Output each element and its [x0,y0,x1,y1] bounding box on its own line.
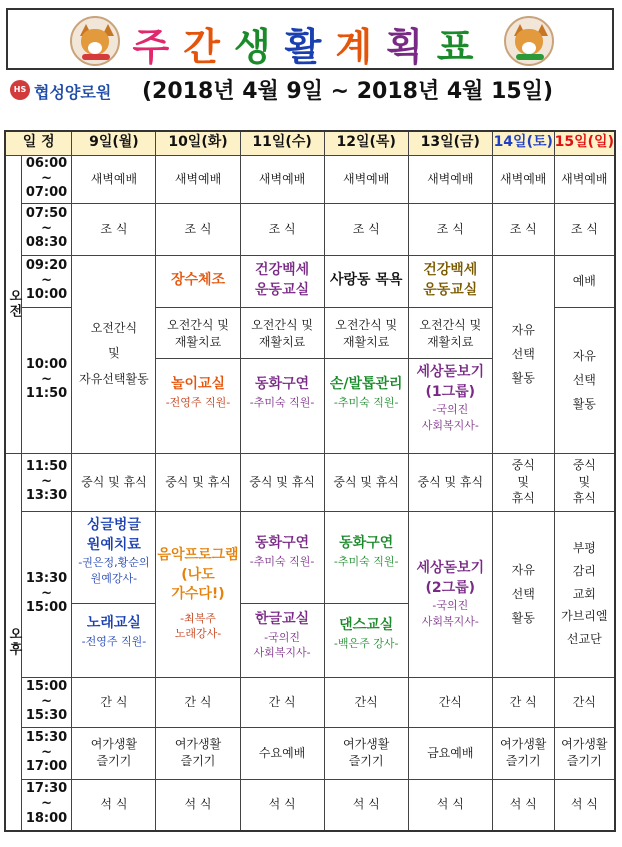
activity-cell: 금요예배 [408,727,492,779]
activity-cell: 조 식 [324,203,408,255]
activity-block [241,604,324,676]
pm-label: 오후 [5,453,21,831]
activity-cell: 석 식 [408,779,492,831]
activity-cell: 오전간식 및 재활치료 [409,313,492,359]
program-name: 노래교실 [86,615,141,631]
split-cell [240,511,324,677]
day-header: 12일(목) [324,131,408,155]
activity-block [408,511,492,677]
title-box [6,8,614,70]
instructor: -국의진 사회복지사- [421,403,479,432]
activity-cell: 자유 선택 활동 [492,511,554,677]
instructor: -백은주 강사- [333,636,399,650]
instructor: -추미숙 직원- [333,554,399,568]
instructor: -추미숙 직원- [249,554,315,568]
org-logo-icon: HS [10,80,30,100]
activity-cell: 간 식 [240,677,324,727]
activity-cell: 중식 및 휴식 [408,453,492,511]
activity-cell: 수요예배 [240,727,324,779]
instructor: -추미숙 직원- [249,395,315,409]
activity-cell: 새벽예배 [492,155,554,203]
activity-cell: 오전간식 및 재활치료 [241,313,324,359]
activity-cell: 여가생활 즐기기 [156,727,240,779]
activity-cell: 새벽예배 [554,155,615,203]
instructor: -최복주 노래강사- [174,612,222,641]
day-header-saturday: 14일(토) [492,131,554,155]
title-char: 표 [436,25,488,69]
activity-cell: 석 식 [554,779,615,831]
time-slot: 13:30 ~ 15:00 [21,511,72,677]
title-char: 생 [233,25,285,69]
title-char: 주 [132,25,184,69]
program-name: 댄스교실 [339,617,394,633]
time-slot: 17:30 ~ 18:00 [21,779,72,831]
time-slot: 15:00 ~ 15:30 [21,677,72,727]
activity-block [325,512,408,604]
activity-cell: 간 식 [156,677,240,727]
activity-cell: 중식 및 휴식 [72,453,156,511]
time-slot: 07:50 ~ 08:30 [21,203,72,255]
activity-cell: 부평 감리 교회 가브리엘 선교단 [554,511,615,677]
activity-cell: 중식 및 휴식 [324,453,408,511]
time-slot: 10:00 ~ 11:50 [21,307,72,453]
time-slot: 11:50 ~ 13:30 [21,453,72,511]
activity-cell: 조 식 [72,203,156,255]
activity-cell: 간 식 [72,677,156,727]
title-char: 계 [335,25,387,69]
activity-cell: 여가생활 즐기기 [492,727,554,779]
activity-cell: 중식 및 휴식 [554,453,615,511]
activity-cell: 조 식 [554,203,615,255]
program-name: 음악프로그램 (나도 가수다!) [157,547,239,603]
activity-cell: 장수체조 [156,255,240,307]
instructor: -국의진 사회복지사- [421,599,479,628]
program-name: 동화구연 [339,535,394,551]
activity-block [325,604,408,676]
program-name: 동화구연 [255,535,310,551]
activity-cell: 여가생활 즐기기 [324,727,408,779]
am-label: 오전 [5,155,21,453]
instructor: -국의진 사회복지사- [253,630,311,659]
activity-cell: 중식 및 휴식 [156,453,240,511]
activity-cell: 새벽예배 [408,155,492,203]
split-cell [324,511,408,677]
activity-block [325,359,408,447]
title-char: 간 [183,25,234,69]
activity-cell: 조 식 [492,203,554,255]
split-cell [240,307,324,453]
activity-block [409,359,492,447]
activity-cell: 석 식 [156,779,240,831]
activity-cell: 자유 선택 활동 [492,255,554,453]
activity-cell: 여가생활 즐기기 [72,727,156,779]
org-row [10,74,610,108]
time-slot: 09:20 ~ 10:00 [21,255,72,307]
time-slot: 06:00 ~ 07:00 [21,155,72,203]
instructor: -전영주 직원- [165,395,231,409]
activity-cell: 조 식 [408,203,492,255]
instructor: -추미숙 직원- [333,395,399,409]
activity-cell: 석 식 [324,779,408,831]
corner-header: 일 정 [5,131,72,155]
title-char: 획 [386,25,437,69]
activity-cell: 석 식 [240,779,324,831]
activity-block [156,511,240,677]
instructor: -전영주 직원- [81,634,147,648]
activity-block [72,604,155,676]
activity-cell: 새벽예배 [240,155,324,203]
weekly-schedule-table [4,130,616,832]
activity-cell: 건강백세 운동교실 [408,255,492,307]
activity-cell: 자유 선택 활동 [554,307,615,453]
activity-cell: 중식 및 휴식 [492,453,554,511]
activity-cell: 사랑동 목욕 [324,255,408,307]
activity-cell: 간식 [554,677,615,727]
activity-cell: 새벽예배 [324,155,408,203]
day-header: 9일(월) [72,131,156,155]
activity-cell: 예배 [554,255,615,307]
activity-cell: 건강백세 운동교실 [240,255,324,307]
activity-cell: 석 식 [72,779,156,831]
time-slot: 15:30 ~ 17:00 [21,727,72,779]
activity-cell: 오전간식 및 재활치료 [325,313,408,359]
activity-cell: 오전간식 및 재활치료 [156,313,239,359]
instructor: -권은정,황순의 원예강사- [78,556,150,585]
activity-cell: 여가생활 즐기기 [554,727,615,779]
split-cell [324,307,408,453]
activity-cell: 새벽예배 [156,155,240,203]
program-name: 싱글벙글 원예치료 [86,517,141,553]
dog-mascot-icon [504,16,554,66]
split-cell [408,307,492,453]
activity-cell: 석 식 [492,779,554,831]
program-name: 세상돋보기 (1그룹) [416,364,485,400]
title-char: 활 [284,25,336,69]
schedule-period: (2018년 4월 9일 ~ 2018년 4월 15일) [142,79,554,104]
program-name: 한글교실 [255,611,310,627]
activity-cell: 간식 [324,677,408,727]
activity-block [241,359,324,447]
program-name: 동화구연 [255,376,310,392]
day-header: 11일(수) [240,131,324,155]
activity-block [156,359,239,447]
activity-cell: 중식 및 휴식 [240,453,324,511]
day-header-sunday: 15일(일) [554,131,615,155]
split-cell [72,511,156,677]
split-cell [156,307,240,453]
activity-cell: 간식 [408,677,492,727]
activity-block [72,512,155,604]
program-name: 손/발톱관리 [329,376,403,392]
activity-cell: 간 식 [492,677,554,727]
activity-cell: 조 식 [240,203,324,255]
org-name: 협성양로원 [34,83,112,102]
activity-cell: 조 식 [156,203,240,255]
day-header: 10일(화) [156,131,240,155]
activity-cell: 오전간식 및 자유선택활동 [72,255,156,453]
program-name: 놀이교실 [170,376,226,392]
day-header: 13일(금) [408,131,492,155]
program-name: 세상돋보기 (2그룹) [416,560,485,596]
activity-block [241,512,324,604]
activity-cell: 새벽예배 [72,155,156,203]
